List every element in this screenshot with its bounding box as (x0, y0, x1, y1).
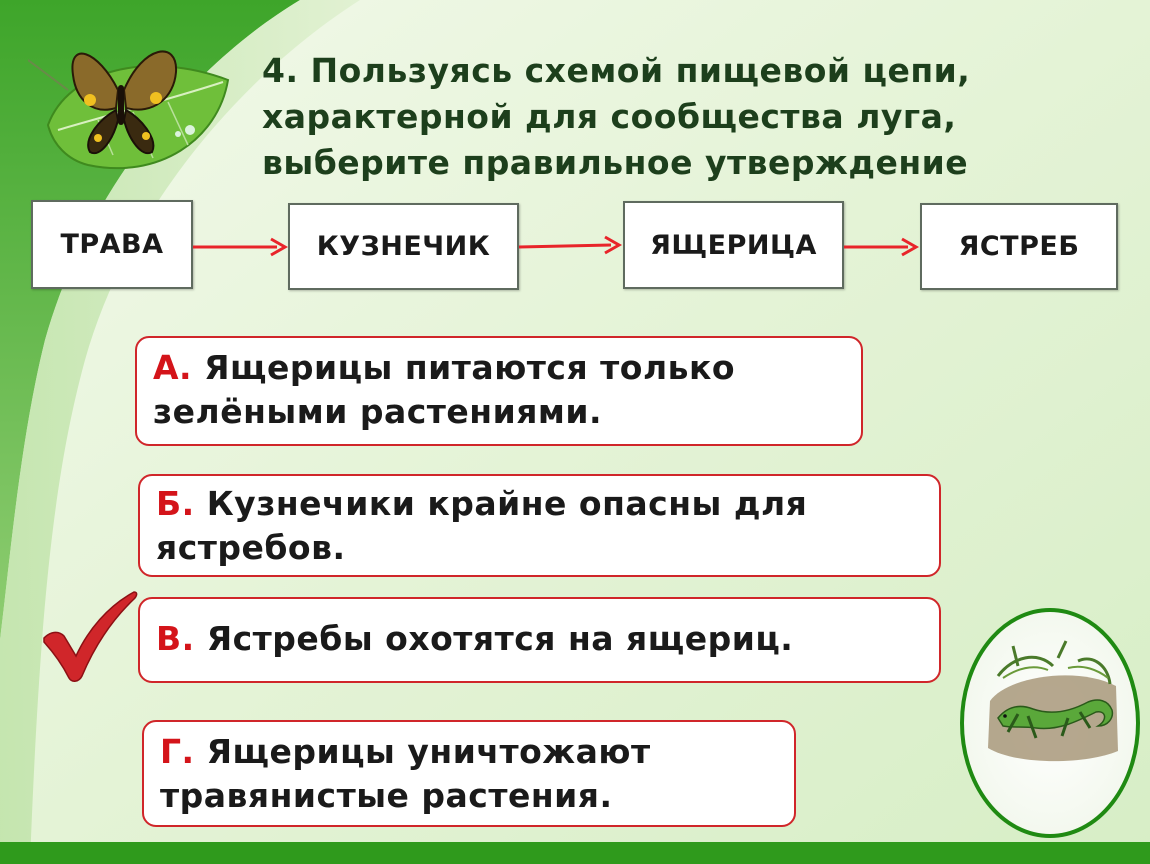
right-arrow-icon (193, 236, 289, 258)
option-c-letter: В. (156, 619, 195, 658)
title-line-3: выберите правильное утверждение (262, 143, 969, 182)
option-d-letter: Г. (160, 732, 195, 771)
chain-item-grasshopper: КУЗНЕЧИК (288, 203, 519, 290)
chain-item-hawk: ЯСТРЕБ (920, 203, 1118, 290)
chain-item-lizard: ЯЩЕРИЦА (623, 201, 844, 289)
option-a[interactable] (135, 336, 863, 446)
chain-item-grass: ТРАВА (31, 200, 193, 289)
option-d-text-line-1: Ящерицы уничтожают (206, 732, 651, 771)
question-title (262, 48, 1122, 186)
title-line-2: характерной для сообщества луга, (262, 97, 957, 136)
option-d[interactable] (142, 720, 796, 827)
option-a-letter: А. (153, 348, 193, 387)
title-line-1: 4. Пользуясь схемой пищевой цепи, (262, 51, 971, 90)
check-mark-icon (40, 590, 140, 685)
right-arrow-icon (519, 235, 624, 257)
option-d-text-line-2: травянистые растения. (160, 776, 613, 815)
option-b-letter: Б. (156, 484, 195, 523)
option-c-text-line-1: Ястребы охотятся на ящериц. (206, 619, 794, 658)
right-arrow-icon (844, 236, 921, 258)
option-c[interactable] (138, 597, 941, 683)
option-b-text-line-1: Кузнечики крайне опасны для (206, 484, 808, 523)
lizard-illustration-icon (958, 606, 1144, 840)
option-b-text-line-2: ястребов. (156, 528, 346, 567)
option-a-text-line-2: зелёными растениями. (153, 392, 603, 431)
butterfly-on-leaf-icon (28, 30, 238, 180)
option-a-text-line-1: Ящерицы питаются только (204, 348, 736, 387)
option-b[interactable] (138, 474, 941, 577)
bottom-green-band (0, 842, 1150, 864)
